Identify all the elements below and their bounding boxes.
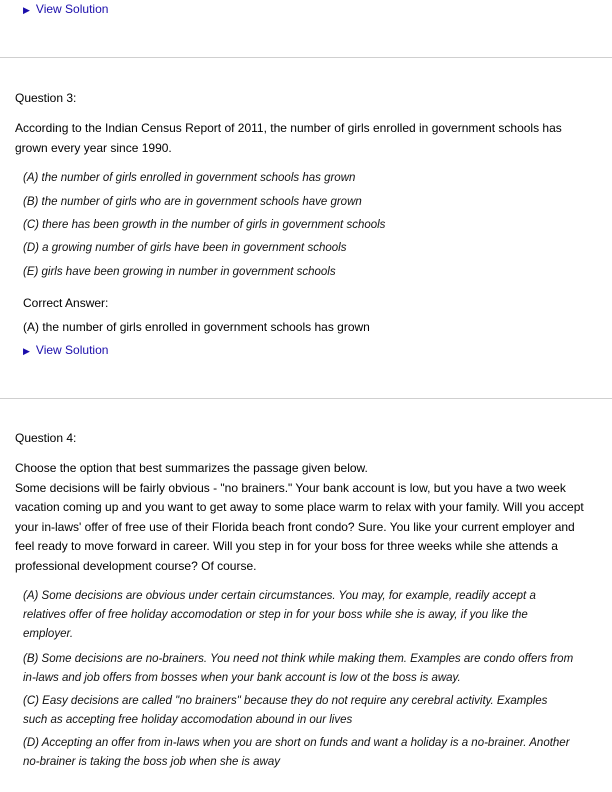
view-solution-link-q2[interactable]: ▶ View Solution <box>23 2 109 16</box>
question-4-option-a[interactable]: (A) Some decisions are obvious under certain circumstances. You may, for example, readily accept a relatives offer of free holiday accomodation or step in for your boss while she is away, if you like the employer. <box>23 590 536 640</box>
stem-line: Choose the option that best summarizes the passage given below. <box>15 461 368 475</box>
stem-line: your in-laws' offer of free use of their Florida beach front condo? Sure. You like your current employer and <box>15 519 575 534</box>
question-3-option-d[interactable]: (D) a growing number of girls have been in government schools <box>23 242 347 254</box>
expand-triangle-icon: ▶ <box>23 346 30 356</box>
question-4-option-d[interactable]: (D) Accepting an offer from in-laws when you are short on funds and want a holiday is a no-brainer. Another no-brainer is taking the boss job when she is away <box>23 737 570 768</box>
question-3-option-b[interactable]: (B) the number of girls who are in government schools have grown <box>23 196 362 208</box>
correct-answer-value: (A) the number of girls enrolled in government schools has grown <box>23 320 370 334</box>
stem-line: grown every year since 1990. <box>15 141 172 155</box>
stem-line: feel ready to move forward in career. Will you step in for your boss for three weeks while she attends a <box>15 539 558 553</box>
expand-triangle-icon: ▶ <box>23 5 30 15</box>
question-3-label: Question 3: <box>15 91 77 105</box>
question-3-stem <box>15 118 595 158</box>
stem-line: professional development course? Of course. <box>15 558 257 573</box>
view-solution-link-q3[interactable]: ▶ View Solution <box>23 343 109 357</box>
question-3-option-e[interactable]: (E) girls have been growing in number in government schools <box>23 266 336 278</box>
question-4-option-c[interactable]: (C) Easy decisions are called "no brainers" because they do not require any cerebral activity. Examples such as accepting free holiday accomodation abound in our lives <box>23 695 548 726</box>
divider <box>0 398 612 399</box>
question-3-option-c[interactable]: (C) there has been growth in the number of girls in government schools <box>23 219 386 231</box>
divider <box>0 57 612 58</box>
stem-line: Some decisions will be fairly obvious - "no brainers." Your bank account is low, but you have a two week <box>15 480 566 495</box>
question-4-option-b[interactable]: (B) Some decisions are no-brainers. You need not think while making them. Examples are condo offers from in-laws and job offers from bosses when your bank account is low ot the boss is away. <box>23 653 574 684</box>
correct-answer-label: Correct Answer: <box>23 296 109 310</box>
question-4-label: Question 4: <box>15 431 77 445</box>
question-3-option-a[interactable]: (A) the number of girls enrolled in government schools has grown <box>23 172 356 184</box>
stem-line: According to the Indian Census Report of 2011, the number of girls enrolled in government schools has <box>15 121 562 135</box>
question-4-stem <box>15 459 595 576</box>
stem-line: vacation coming up and you want to get away to some place warm to relax with your family. Will you accept <box>15 500 584 514</box>
